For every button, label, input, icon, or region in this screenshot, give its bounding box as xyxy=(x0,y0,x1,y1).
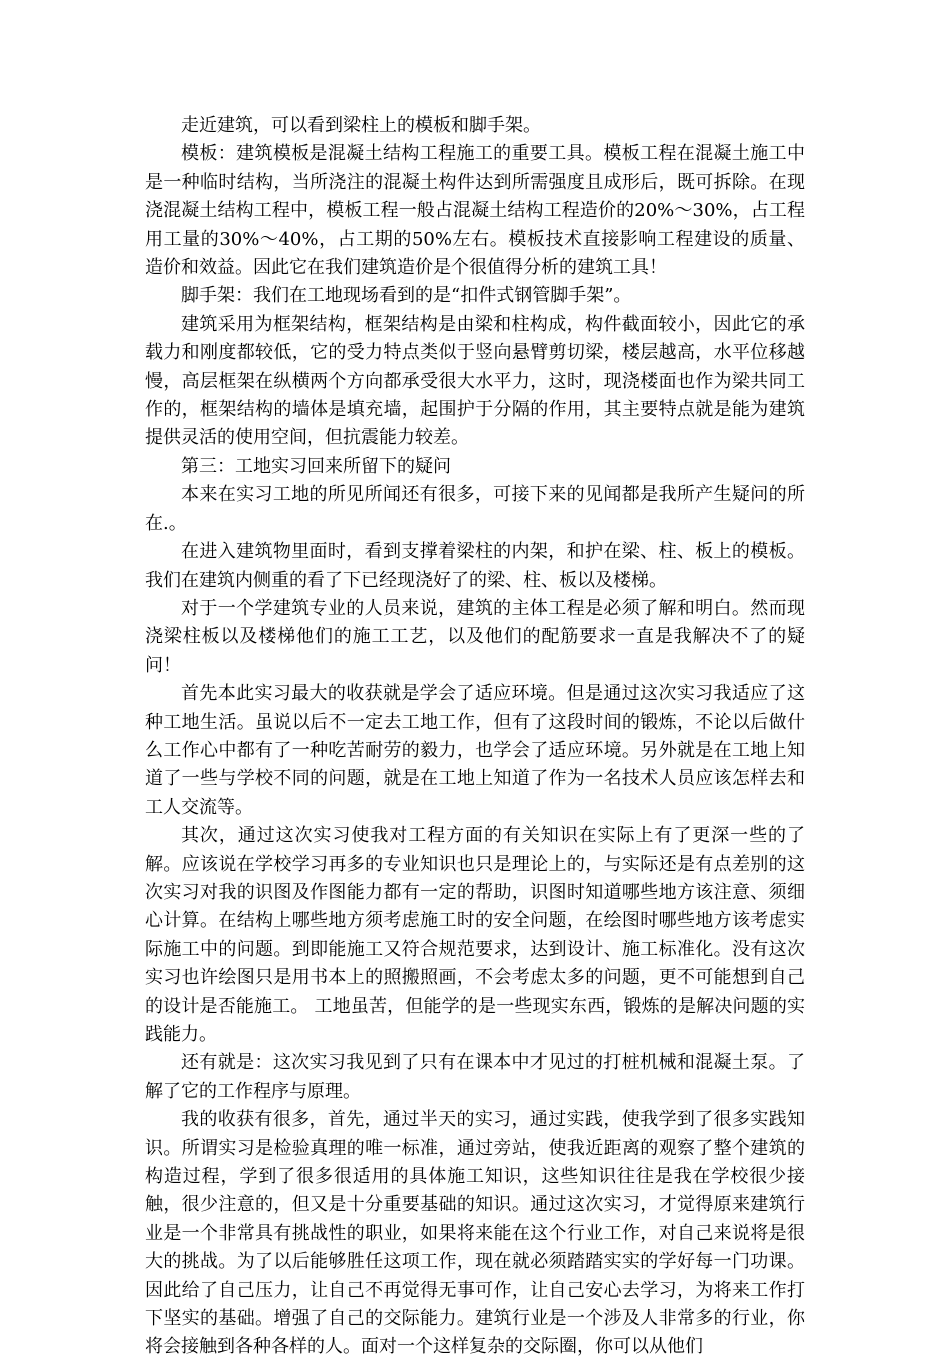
paragraph-my-gains: 我的收获有很多，首先，通过半天的实习，通过实践，使我学到了很多实践知识。所谓实习是检验真理的唯一标准，通过旁站，使我近距离的观察了整个建筑的构造过程，学到了很多很适用的具体施工知识，这些知识往往是我在学校很少接触，很少注意的，但又是十分重要基础的知识。通过这次实习，才觉得原来建筑行业是一个非常具有挑战性的职业，如果将来能在这个行业工作，对自己来说将是很大的挑战。为了以后能够胜任这项工作，现在就必须踏踏实实的学好每一门功课。因此给了自己压力，让自己不再觉得无事可作，让自己安心去学习，为将来工作打下坚实的基础。增强了自己的交际能力。建筑行业是一个涉及人非常多的行业，你将会接触到各种各样的人。面对一个这样复杂的交际圈，你可以从他们 xyxy=(145,1109,805,1358)
paragraph-main-works: 对于一个学建筑专业的人员来说，建筑的主体工程是必须了解和明白。然而现浇梁柱板以及楼梯他们的施工工艺，以及他们的配筋要求一直是我解决不了的疑问！ xyxy=(145,597,805,676)
section-heading-questions: 第三：工地实习回来所留下的疑问 xyxy=(181,455,451,477)
paragraph-first-gain: 首先本此实习最大的收获就是学会了适应环境。但是通过这次实习我适应了这种工地生活。虽说以后不一定去工地工作，但有了这段时间的锻炼，不论以后做什么工作心中都有了一种吃苦耐劳的毅力，也学会了适应环境。另外就是在工地上知道了一些与学校不同的问题，就是在工地上知道了作为一名技术人员应该怎样去和工人交流等。 xyxy=(145,683,805,818)
paragraph-second-gain: 其次，通过这次实习使我对工程方面的有关知识在实际上有了更深一些的了解。应该说在学校学习再多的专业知识也只是理论上的，与实际还是有点差别的这次实习对我的识图及作图能力都有一定的帮助，识图时知道哪些地方该注意、须细心计算。在结构上哪些地方须考虑施工时的安全问题，在绘图时哪些地方该考虑实际施工中的问题。到即能施工又符合规范要求，达到设计、施工标准化。没有这次实习也许绘图只是用书本上的照搬照画，不会考虑太多的问题，更不可能想到自己的设计是否能施工。 工地虽苦，但能学的是一些现实东西，锻炼的是解决问题的实践能力。 xyxy=(145,825,805,1045)
paragraph-formwork: 模板：建筑模板是混凝土结构工程施工的重要工具。模板工程在混凝土施工中是一种临时结构，当所浇注的混凝土构件达到所需强度且成形后，既可拆除。在现浇混凝土结构工程中，模板工程一般占混凝土结构工程造价的20%～30%，占工程用工量的30%～40%，占工期的50%左右。模板技术直接影响工程建设的质量、造价和效益。因此它在我们建筑造价是个很值得分析的建筑工具！ xyxy=(145,143,805,279)
paragraph-frame-structure: 建筑采用为框架结构，框架结构是由梁和柱构成，构件截面较小，因此它的承载力和刚度都较低，它的受力特点类似于竖向悬臂剪切梁，楼层越高，水平位移越慢，高层框架在纵横两个方向都承受很大水平力，这时，现浇楼面也作为梁共同工作的，框架结构的墙体是填充墙，起围护于分隔的作用，其主要特点就是能为建筑提供灵活的使用空间，但抗震能力较差。 xyxy=(145,313,805,449)
document-page xyxy=(145,112,805,1362)
paragraph-machinery: 还有就是：这次实习我见到了只有在课本中才见过的打桩机械和混凝土泵。了解了它的工作程序与原理。 xyxy=(145,1052,805,1102)
paragraph-questions-intro: 本来在实习工地的所见所闻还有很多，可接下来的见闻都是我所产生疑问的所在.。 xyxy=(145,484,805,534)
paragraph-inside-building: 在进入建筑物里面时，看到支撑着梁柱的内架，和护在梁、柱、板上的模板。我们在建筑内侧重的看了下已经现浇好了的梁、柱、板以及楼梯。 xyxy=(145,541,805,591)
paragraph-approach-building: 走近建筑，可以看到梁柱上的模板和脚手架。 xyxy=(181,115,541,136)
paragraph-scaffolding: 脚手架：我们在工地现场看到的是“扣件式钢管脚手架”。 xyxy=(181,285,632,307)
